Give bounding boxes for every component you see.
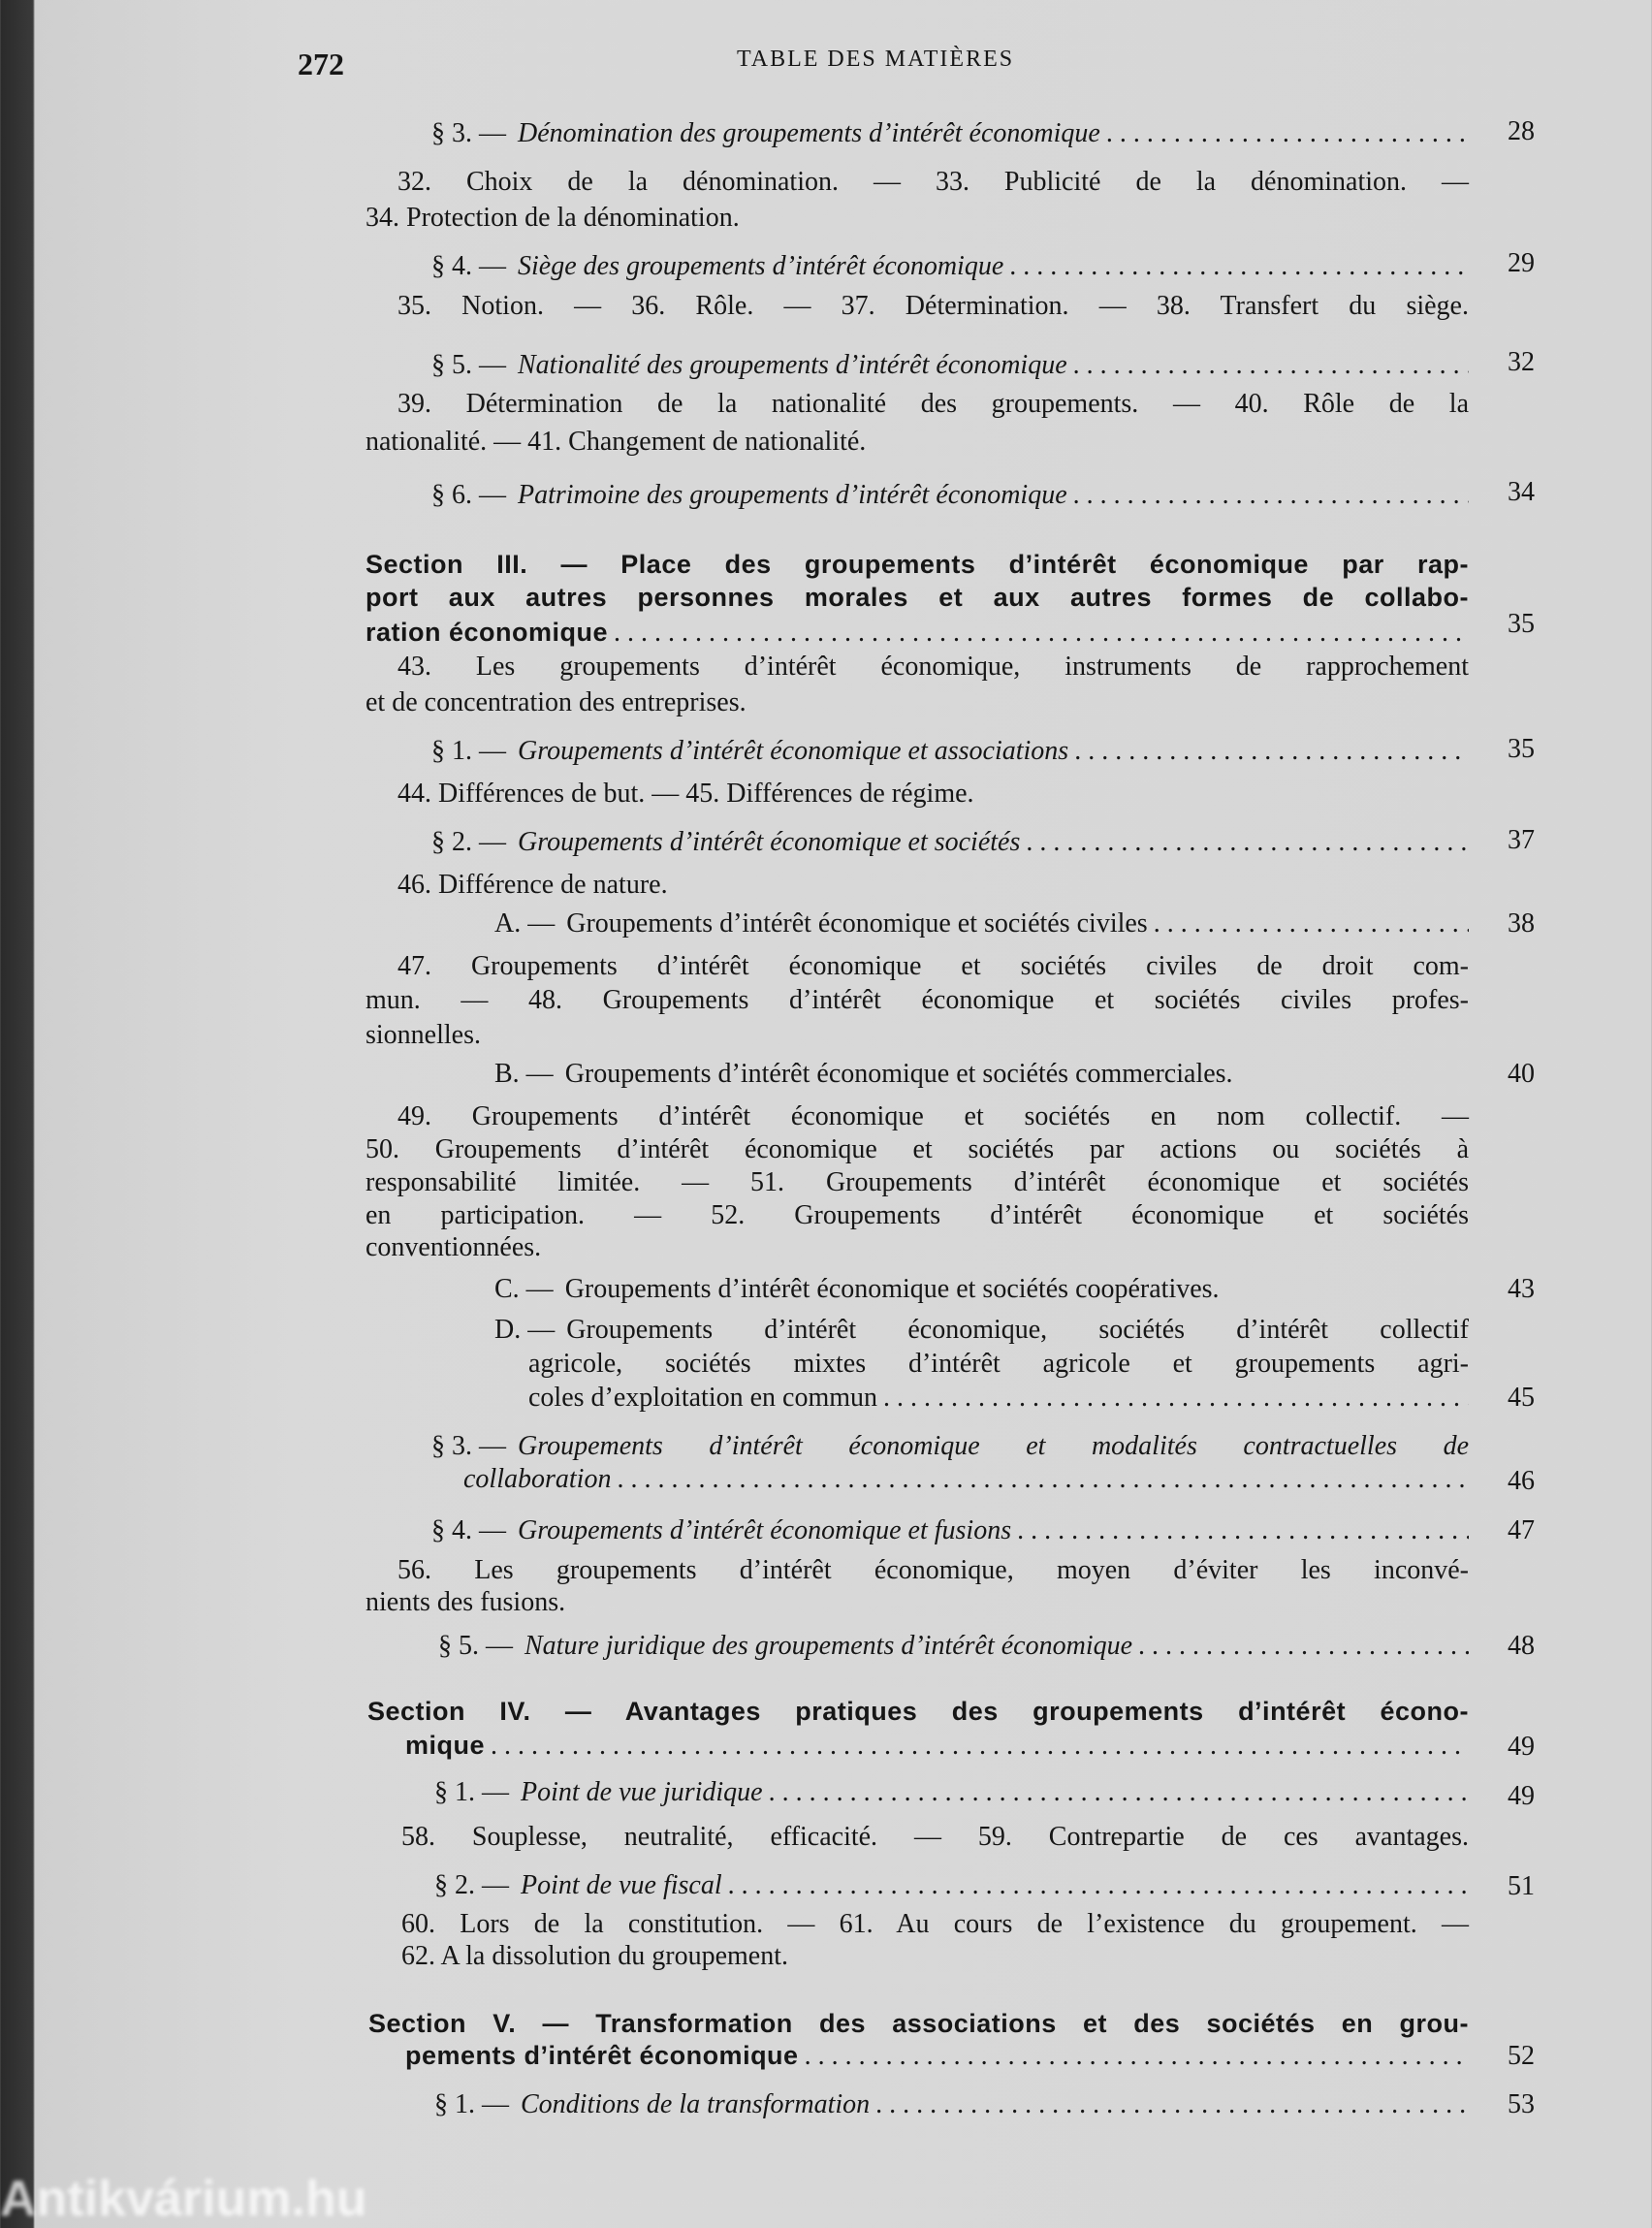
entry-title: Conditions de la transformation (521, 2089, 871, 2119)
entry-page: 35 (1508, 609, 1535, 639)
toc-entry (494, 1058, 1469, 1091)
toc-text: 39. Détermination de la nationalité des groupements. — 40. Rôle de la (397, 389, 1469, 419)
leader-dots (1017, 1514, 1469, 1547)
entry-number: § 2. — (434, 1870, 509, 1900)
leader-dots (883, 1382, 1469, 1415)
toc-text: nients des fusions. (365, 1587, 566, 1617)
entry-number: C. — (494, 1274, 554, 1304)
toc-entry (434, 2088, 1469, 2121)
toc-text: 32. Choix de la dénomination. — 33. Publicité de la dénomination. — (397, 167, 1469, 197)
leader-dots (805, 2040, 1469, 2073)
entry-title: Groupements d’intérêt économique et modalités contractuelles de (518, 1431, 1469, 1461)
toc-entry (431, 826, 1469, 859)
leader-dots (1009, 250, 1469, 283)
toc-text: mun. — 48. Groupements d’intérêt économique et sociétés civiles profes- (365, 985, 1469, 1015)
entry-number: § 4. — (431, 1515, 506, 1545)
entry-page: 29 (1508, 248, 1535, 278)
entry-page: 45 (1508, 1383, 1535, 1413)
toc-text: 43. Les groupements d’intérêt économique, instruments de rapprochement (397, 652, 1469, 682)
toc-entry (494, 907, 1469, 940)
toc-text: 62. A la dissolution du groupement. (401, 1941, 788, 1971)
entry-page: 43 (1508, 1274, 1535, 1304)
entry-page: 35 (1508, 734, 1535, 764)
toc-entry (405, 1729, 1469, 1763)
toc-text: nationalité. — 41. Changement de nationalité. (365, 427, 867, 457)
entry-number: § 3. — (431, 118, 506, 148)
entry-title: agricole, sociétés mixtes d’intérêt agricole et groupements agri- (528, 1349, 1469, 1379)
entry-page: 47 (1508, 1515, 1535, 1545)
watermark: Antikvárium.hu (0, 2171, 367, 2227)
entry-title: Patrimoine des groupements d’intérêt économique (518, 480, 1067, 510)
toc-text: sionnelles. (365, 1020, 481, 1050)
entry-title: Point de vue fiscal (521, 1870, 722, 1900)
entry-page: 51 (1508, 1871, 1535, 1901)
toc-entry (405, 2039, 1469, 2073)
toc-entry (431, 349, 1469, 382)
section-heading: Section IV. — Avantages pratiques des groupements d’intérêt écono- (367, 1697, 1469, 1726)
toc-text: 49. Groupements d’intérêt économique et sociétés en nom collectif. — (397, 1101, 1469, 1131)
page-number: 272 (298, 47, 344, 81)
leader-dots (617, 1463, 1469, 1496)
leader-dots (1026, 826, 1469, 859)
entry-page: 38 (1508, 908, 1535, 939)
entry-title: collaboration (463, 1464, 612, 1494)
entry-number: § 5. — (431, 350, 506, 380)
entry-title: Groupements d’intérêt économique et sociétés commerciales. (564, 1059, 1233, 1089)
toc-text: en participation. — 52. Groupements d’intérêt économique et sociétés (365, 1200, 1469, 1230)
entry-page: 53 (1508, 2089, 1535, 2119)
entry-number: D. — (494, 1315, 556, 1345)
leader-dots (728, 1869, 1469, 1902)
toc-entry (431, 479, 1469, 512)
section-heading: port aux autres personnes morales et aux autres formes de collabo- (365, 583, 1469, 612)
entry-title: Groupements d’intérêt économique et sociétés civiles (566, 908, 1148, 939)
entry-number: § 3. — (431, 1431, 506, 1461)
toc-entry (494, 1314, 1469, 1347)
toc-entry (434, 1869, 1469, 1902)
entry-number: § 1. — (434, 1777, 509, 1807)
leader-dots (1154, 907, 1469, 940)
entry-title: Groupements d’intérêt économique et sociétés (518, 827, 1021, 857)
toc-entry (528, 1382, 1469, 1415)
entry-title: Point de vue juridique (521, 1777, 763, 1807)
leader-dots (875, 2088, 1469, 2121)
toc-text: 56. Les groupements d’intérêt économique, moyen d’éviter les inconvé- (397, 1555, 1469, 1585)
toc-text: 47. Groupements d’intérêt économique et sociétés civiles de droit com- (397, 951, 1469, 981)
leader-dots (1073, 479, 1469, 512)
toc-text: responsabilité limitée. — 51. Groupements d’intérêt économique et sociétés (365, 1167, 1469, 1197)
entry-page: 52 (1508, 2041, 1535, 2071)
toc-entry (431, 1514, 1469, 1547)
entry-title: Groupements d’intérêt économique et associations (518, 736, 1069, 766)
toc-text: 35. Notion. — 36. Rôle. — 37. Détermination. — 38. Transfert du siège. (397, 291, 1469, 321)
leader-dots (1138, 1630, 1469, 1663)
entry-number: A. — (494, 908, 556, 939)
entry-number: B. — (494, 1059, 554, 1089)
toc-entry (365, 616, 1469, 650)
leader-dots (1073, 349, 1469, 382)
toc-text: 34. Protection de la dénomination. (365, 203, 740, 233)
toc-entry (434, 1776, 1469, 1809)
entry-page: 40 (1508, 1059, 1535, 1089)
toc-text: 60. Lors de la constitution. — 61. Au cours de l’existence du groupement. — (401, 1909, 1469, 1939)
section-heading: Section III. — Place des groupements d’intérêt économique par rap- (365, 550, 1469, 579)
entry-title: Groupements d’intérêt économique et sociétés coopératives. (564, 1274, 1220, 1304)
section-heading: Section V. — Transformation des associations et des sociétés en grou- (368, 2009, 1469, 2038)
entry-title: Dénomination des groupements d’intérêt économique (518, 118, 1100, 148)
entry-page: 37 (1508, 825, 1535, 855)
toc-entry (431, 117, 1469, 150)
toc-entry (438, 1630, 1469, 1663)
entry-title: Groupements d’intérêt économique et fusions (518, 1515, 1012, 1545)
leader-dots (1074, 735, 1469, 768)
entry-page: 28 (1508, 116, 1535, 146)
entry-number: § 1. — (434, 2089, 509, 2119)
leader-dots (491, 1730, 1469, 1763)
toc-text: 44. Différences de but. — 45. Différences de régime. (397, 779, 974, 809)
toc-entry (463, 1463, 1469, 1496)
toc-text: conventionnées. (365, 1232, 542, 1262)
section-heading: mique (405, 1731, 486, 1760)
toc-text: 58. Souplesse, neutralité, efficacité. — 59. Contrepartie de ces avantages. (401, 1822, 1469, 1852)
entry-page: 32 (1508, 347, 1535, 377)
leader-dots (769, 1776, 1469, 1809)
toc-entry (494, 1273, 1469, 1306)
toc-text: 46. Différence de nature. (397, 870, 668, 900)
entry-page: 48 (1508, 1631, 1535, 1661)
toc-entry (431, 735, 1469, 768)
leader-dots (614, 617, 1469, 650)
entry-page: 46 (1508, 1466, 1535, 1496)
entry-number: § 2. — (431, 827, 506, 857)
entry-page: 34 (1508, 477, 1535, 507)
section-heading: ration économique (365, 618, 609, 647)
toc-entry (431, 1430, 1469, 1463)
entry-title: coles d’exploitation en commun (528, 1383, 878, 1413)
entry-number: § 6. — (431, 480, 506, 510)
toc-text: 50. Groupements d’intérêt économique et sociétés par actions ou sociétés à (365, 1134, 1469, 1164)
entry-number: § 5. — (438, 1631, 513, 1661)
section-heading: pements d’intérêt économique (405, 2041, 799, 2070)
entry-title: Siège des groupements d’intérêt économique (518, 251, 1004, 281)
entry-page: 49 (1508, 1781, 1535, 1811)
entry-title: Nature juridique des groupements d’intérêt économique (524, 1631, 1133, 1661)
entry-title: Nationalité des groupements d’intérêt économique (518, 350, 1067, 380)
leader-dots (1106, 117, 1469, 150)
running-title: TABLE DES MATIÈRES (737, 47, 1015, 72)
entry-title: Groupements d’intérêt économique, sociétés d’intérêt collectif (566, 1315, 1469, 1345)
entry-number: § 1. — (431, 736, 506, 766)
entry-page: 49 (1508, 1732, 1535, 1762)
toc-entry (431, 250, 1469, 283)
toc-text: et de concentration des entreprises. (365, 687, 747, 717)
entry-number: § 4. — (431, 251, 506, 281)
